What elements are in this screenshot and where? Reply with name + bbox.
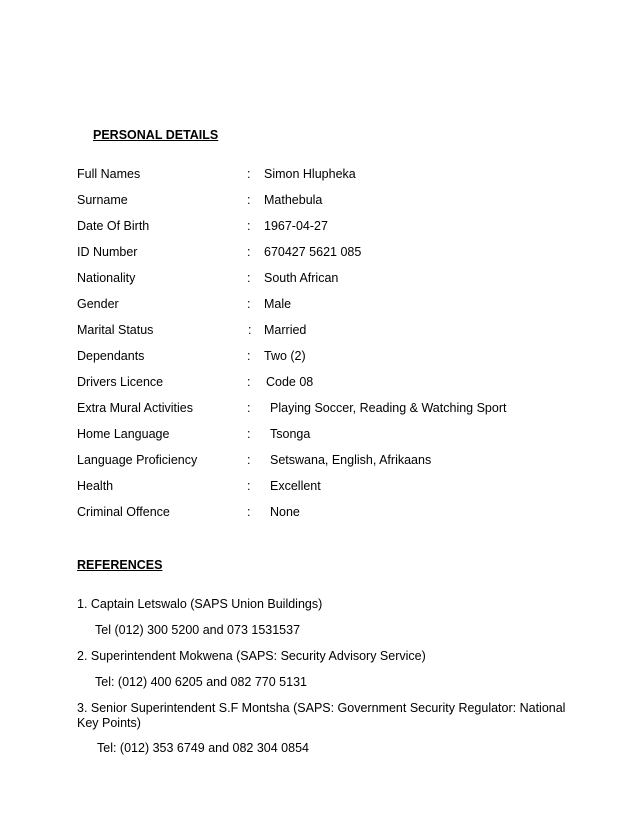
detail-label: Dependants <box>77 349 145 363</box>
detail-label: Gender <box>77 297 119 311</box>
detail-row-nationality <box>77 271 597 287</box>
detail-label: Language Proficiency <box>77 453 198 467</box>
detail-value: 670427 5621 085 <box>264 245 362 259</box>
detail-row-surname <box>77 193 597 209</box>
detail-label: Criminal Offence <box>77 505 170 519</box>
detail-separator: : <box>247 167 251 181</box>
detail-separator: : <box>247 453 251 467</box>
detail-value: Excellent <box>270 479 321 493</box>
detail-value: Simon Hlupheka <box>264 167 356 181</box>
detail-value: Mathebula <box>264 193 323 207</box>
detail-separator: : <box>247 193 251 207</box>
detail-label: Marital Status <box>77 323 154 337</box>
detail-label: ID Number <box>77 245 138 259</box>
detail-label: Full Names <box>77 167 141 181</box>
reference-2-name: 2. Superintendent Mokwena (SAPS: Security Advisory Service) <box>77 649 426 663</box>
detail-label: Date Of Birth <box>77 219 150 233</box>
personal-details-heading: PERSONAL DETAILS <box>93 128 219 142</box>
detail-value: Tsonga <box>270 427 311 441</box>
detail-label: Extra Mural Activities <box>77 401 194 415</box>
detail-value: Two (2) <box>264 349 306 363</box>
detail-separator: : <box>248 323 252 337</box>
detail-label: Surname <box>77 193 128 207</box>
reference-3-name-line2: Key Points) <box>77 716 141 730</box>
detail-row-language-proficiency <box>77 453 597 469</box>
detail-value: Married <box>264 323 307 337</box>
detail-row-health <box>77 479 597 495</box>
detail-row-full-names <box>77 167 597 183</box>
detail-row-date-of-birth <box>77 219 597 235</box>
detail-separator: : <box>247 401 251 415</box>
detail-separator: : <box>247 245 251 259</box>
detail-value: Male <box>264 297 292 311</box>
detail-row-home-language <box>77 427 597 443</box>
detail-label: Health <box>77 479 114 493</box>
reference-1-tel: Tel (012) 300 5200 and 073 1531537 <box>95 623 301 637</box>
detail-row-gender <box>77 297 597 313</box>
detail-separator: : <box>247 219 251 233</box>
detail-separator: : <box>247 297 251 311</box>
detail-value: None <box>270 505 300 519</box>
references-heading: REFERENCES <box>77 558 163 572</box>
detail-row-id-number <box>77 245 597 261</box>
detail-separator: : <box>247 479 251 493</box>
detail-row-extra-mural-activities <box>77 401 597 417</box>
detail-row-dependants <box>77 349 597 365</box>
detail-separator: : <box>247 427 251 441</box>
detail-row-marital-status <box>77 323 597 339</box>
detail-value: South African <box>264 271 339 285</box>
detail-separator: : <box>247 349 251 363</box>
detail-label: Home Language <box>77 427 170 441</box>
reference-3-name-line1: 3. Senior Superintendent S.F Montsha (SAPS: Government Security Regulator: National <box>77 701 566 715</box>
detail-row-drivers-licence <box>77 375 597 391</box>
detail-separator: : <box>247 375 251 389</box>
reference-2-tel: Tel: (012) 400 6205 and 082 770 5131 <box>95 675 307 689</box>
detail-value: Code 08 <box>266 375 314 389</box>
detail-separator: : <box>247 505 251 519</box>
reference-1-name: 1. Captain Letswalo (SAPS Union Buildings) <box>77 597 323 611</box>
reference-3-tel: Tel: (012) 353 6749 and 082 304 0854 <box>97 741 309 755</box>
detail-value: Setswana, English, Afrikaans <box>270 453 432 467</box>
detail-value: 1967-04-27 <box>264 219 328 233</box>
detail-value: Playing Soccer, Reading & Watching Sport <box>270 401 507 415</box>
detail-label: Nationality <box>77 271 136 285</box>
detail-label: Drivers Licence <box>77 375 164 389</box>
detail-row-criminal-offence <box>77 505 597 521</box>
detail-separator: : <box>247 271 251 285</box>
